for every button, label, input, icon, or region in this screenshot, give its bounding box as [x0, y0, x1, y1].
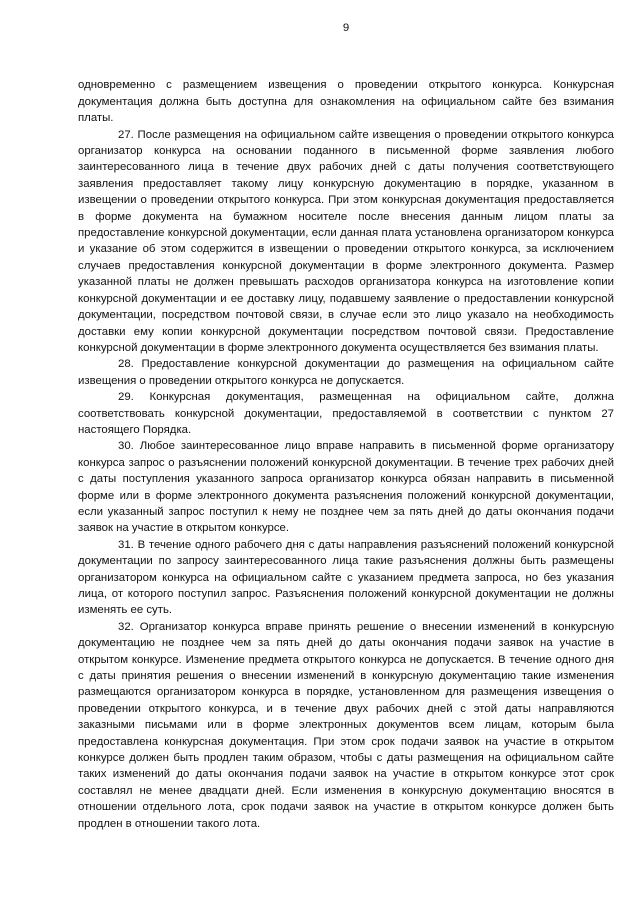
paragraph-29: 29. Конкурсная документация, размещенная на официальном сайте, должна соответствовать конкурсной документации, предоставляемой в соответствии с пунктом 27 настоящего Порядка. [78, 391, 614, 436]
page-number: 9 [342, 22, 350, 34]
paragraph-27: 27. После размещения на официальном сайте извещения о проведении открытого конкурса организатор конкурса на основании поданного в письменной форме заявления любого заинтересованного лица в течение двух рабочих дней с даты получения соответствующего заявления предоставляет такому лицу конкурсную документацию в порядке, указанном в извещении о проведении открытого конкурса. При этом конкурсная документация предоставляется в форме документа на бумажном носителе после внесения данным лицом платы за предоставление конкурсной документации, если данная плата установлена организатором конкурса и указание об этом содержится в извещении о проведении открытого конкурса, за исключением случаев предоставления конкурсной документации в форме электронного документа. Размер указанной платы не должен превышать расходов организатора конкурса на изготовление копии конкурсной документации и ее доставку лицу, подавшему заявление о предоставлении конкурсной документации, посредством почтовой связи, в случае если это лицо указало на необходимость доставки ему копии конкурсной документации посредством почтовой связи. Предоставление конкурсной документации в форме электронного документа осуществляется без взимания платы. [78, 128, 614, 354]
document-page [78, 20, 614, 832]
paragraph-continuation: одновременно с размещением извещения о проведении открытого конкурса. Конкурсная документация должна быть доступна для ознакомления на официальном сайте без взимания платы. [78, 79, 614, 125]
paragraph-28: 28. Предоставление конкурсной документации до размещения на официальном сайте извещения о проведении открытого конкурса не допускается. [78, 358, 614, 387]
paragraph-30: 30. Любое заинтересованное лицо вправе направить в письменной форме организатору конкурса запрос о разъяснении положений конкурсной документации. В течение трех рабочих дней с даты поступления указанного запроса организатор конкурса обязан направить в письменной форме или в форме электронного документа разъяснения положений конкурсной документации, если указанный запрос поступил к нему не позднее чем за пять дней до даты окончания подачи заявок на участие в открытом конкурсе. [78, 440, 614, 535]
paragraph-31: 31. В течение одного рабочего дня с даты направления разъяснений положений конкурсной документации по запросу заинтересованного лица такие разъяснения должны быть размещены организатором конкурса на официальном сайте с указанием предмета запроса, но без указания лица, от которого поступил запрос. Разъяснения положений конкурсной документации не должны изменять ее суть. [78, 538, 614, 617]
paragraph-32: 32. Организатор конкурса вправе принять решение о внесении изменений в конкурсную документацию не позднее чем за пять дней до даты окончания подачи заявок на участие в открытом конкурсе. Изменение предмета открытого конкурса не допускается. В течение одного дня с даты принятия решения о внесении изменений в конкурсную документацию такие изменения размещаются организатором конкурса в порядке, установленном для размещения извещения о проведении открытого конкурса, и в течение двух рабочих дней с этой даты направляются заказными письмами или в форме электронных документов всем лицам, которым была предоставлена конкурсная документация. При этом срок подачи заявок на участие в открытом конкурсе должен быть продлен таким образом, чтобы с даты размещения на официальном сайте таких изменений до даты окончания подачи заявок на участие в открытом конкурсе этот срок составлял не менее двадцати дней. Если изменения в конкурсную документацию вносятся в отношении отдельного лота, срок подачи заявок на участие в открытом конкурсе должен быть продлен в отношении такого лота. [78, 620, 614, 830]
